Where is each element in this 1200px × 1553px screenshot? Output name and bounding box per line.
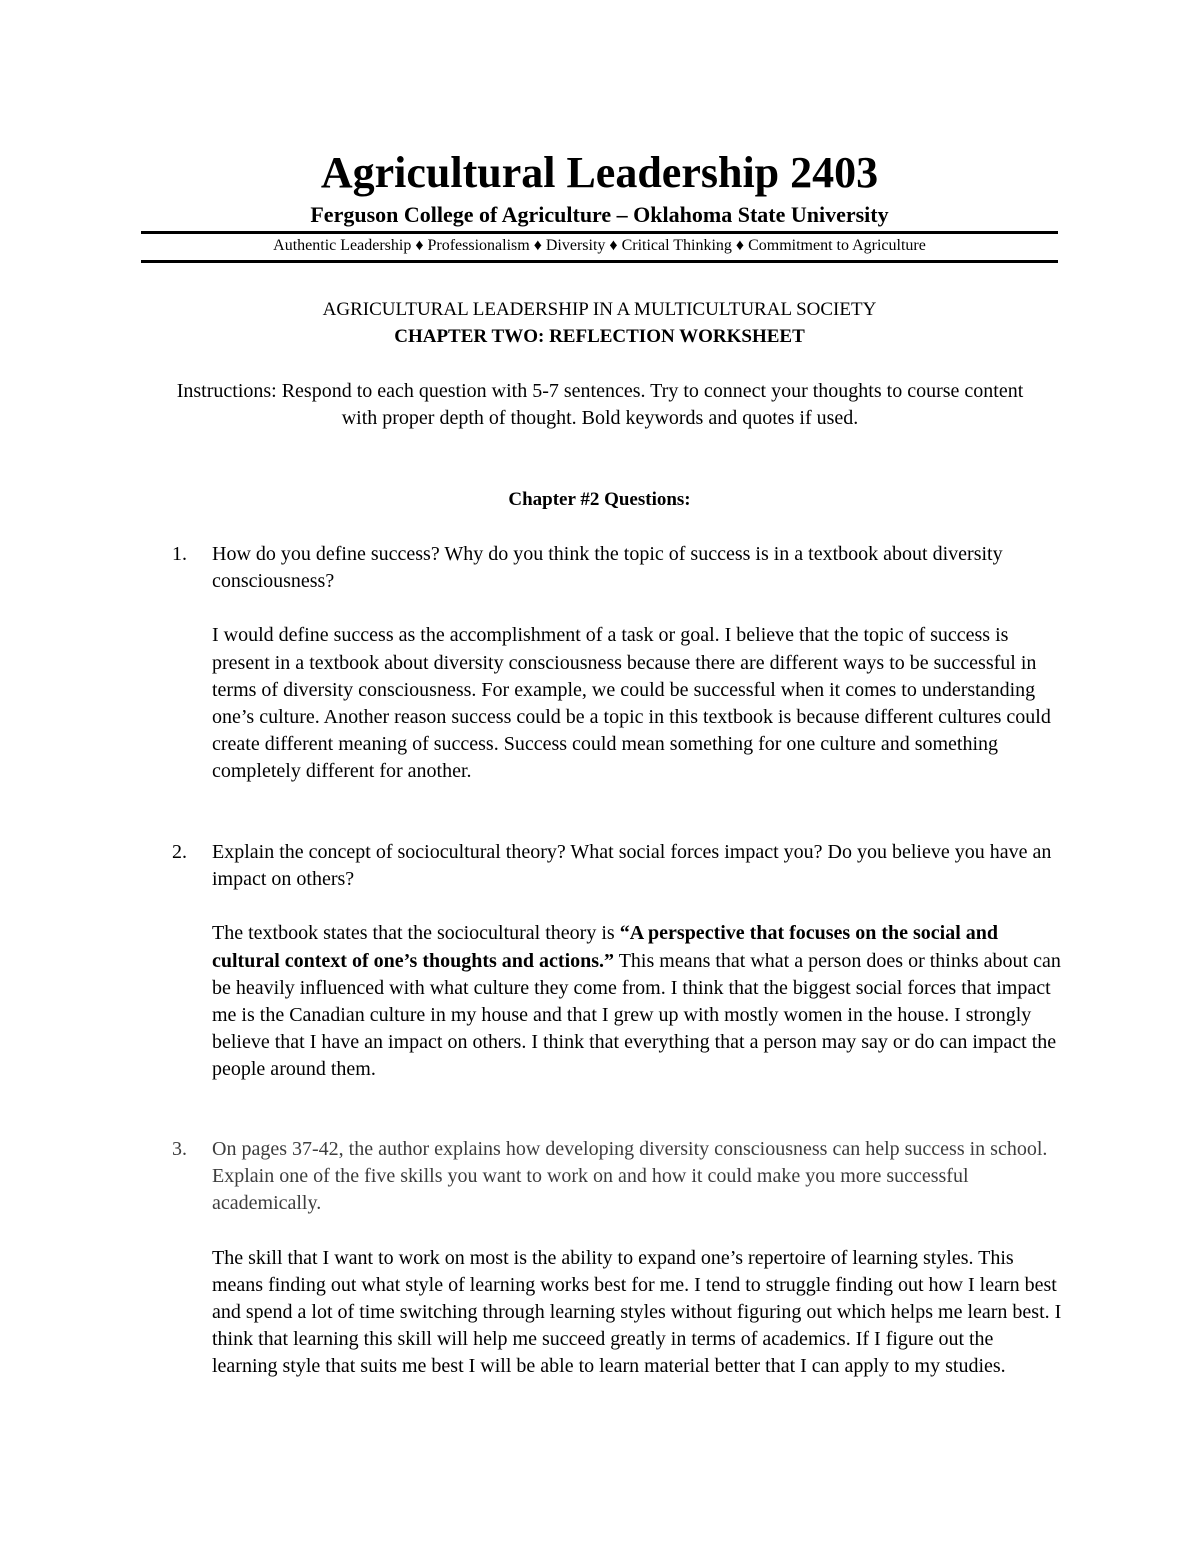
course-title: Agricultural Leadership 2403 xyxy=(320,148,879,197)
document-header xyxy=(141,148,1058,263)
question-answer xyxy=(212,920,1062,1083)
institution-subtitle: Ferguson College of Agriculture – Oklahoma State University xyxy=(310,202,889,227)
question-item xyxy=(172,1136,1062,1381)
question-prompt: On pages 37-42, the author explains how developing diversity consciousness can help success in school. Explain one of the five skills you want to work on and how it could make you more successful academically. xyxy=(212,1138,1048,1215)
worksheet-title: CHAPTER TWO: REFLECTION WORKSHEET xyxy=(394,326,805,347)
section-headings xyxy=(141,296,1058,350)
bold-quote: “A perspective that focuses on the social and cultural context of one’s thoughts and actions.” xyxy=(212,922,999,972)
question-answer: The skill that I want to work on most is the ability to expand one’s repertoire of learning styles. This means finding out what style of learning works best for me. I tend to struggle finding out how I learn best and spend a lot of time switching through learning styles without figuring out which helps me learn best. I think that learning this skill will help me succeed greatly in terms of academics. If I figure out the learning style that suits me best I will be able to learn material better that I can apply to my studies. xyxy=(212,1246,1062,1378)
header-rule-bottom xyxy=(141,260,1058,263)
question-prompt: How do you define success? Why do you think the topic of success is in a textbook about diversity consciousness? xyxy=(212,543,1003,593)
question-number: 2. xyxy=(172,841,187,863)
question-number: 1. xyxy=(172,543,187,565)
header-rule-top xyxy=(141,231,1058,234)
question-answer: I would define success as the accomplishment of a task or goal. I believe that the topic of success is present in a textbook about diversity consciousness because there are different ways to be successful in terms of diversity consciousness. For example, we could be successful when it comes to understanding one’s culture. Another reason success could be a topic in this textbook is because different cultures could create different meaning of success. Success could mean something for one culture and something completely different for another. xyxy=(212,624,1051,783)
core-values-line: Authentic Leadership ♦ Professionalism ♦ Diversity ♦ Critical Thinking ♦ Commitment to Agriculture xyxy=(273,237,926,254)
question-item xyxy=(172,839,1062,1084)
question-prompt: Explain the concept of sociocultural theory? What social forces impact you? Do you believe you have an impact on others? xyxy=(212,841,1052,891)
chapter-heading: Chapter #2 Questions: xyxy=(508,489,691,510)
answer-text: This means that what a person does or thinks about can be heavily influenced with what culture they come from. I think that the biggest social forces that impact me is the Canadian culture in my house and that I grew up with mostly women in the house. I strongly believe that I have an impact on others. I think that everything that a person may say or do can impact the people around them. xyxy=(212,949,1061,1081)
section-title: AGRICULTURAL LEADERSHIP IN A MULTICULTURAL SOCIETY xyxy=(322,299,877,320)
answer-text: The textbook states that the sociocultural theory is xyxy=(212,922,620,945)
question-number: 3. xyxy=(172,1138,187,1160)
question-item xyxy=(172,541,1062,786)
instructions: Instructions: Respond to each question with 5-7 sentences. Try to connect your thoughts to course content with proper depth of thought. Bold keywords and quotes if used. xyxy=(176,380,1024,429)
